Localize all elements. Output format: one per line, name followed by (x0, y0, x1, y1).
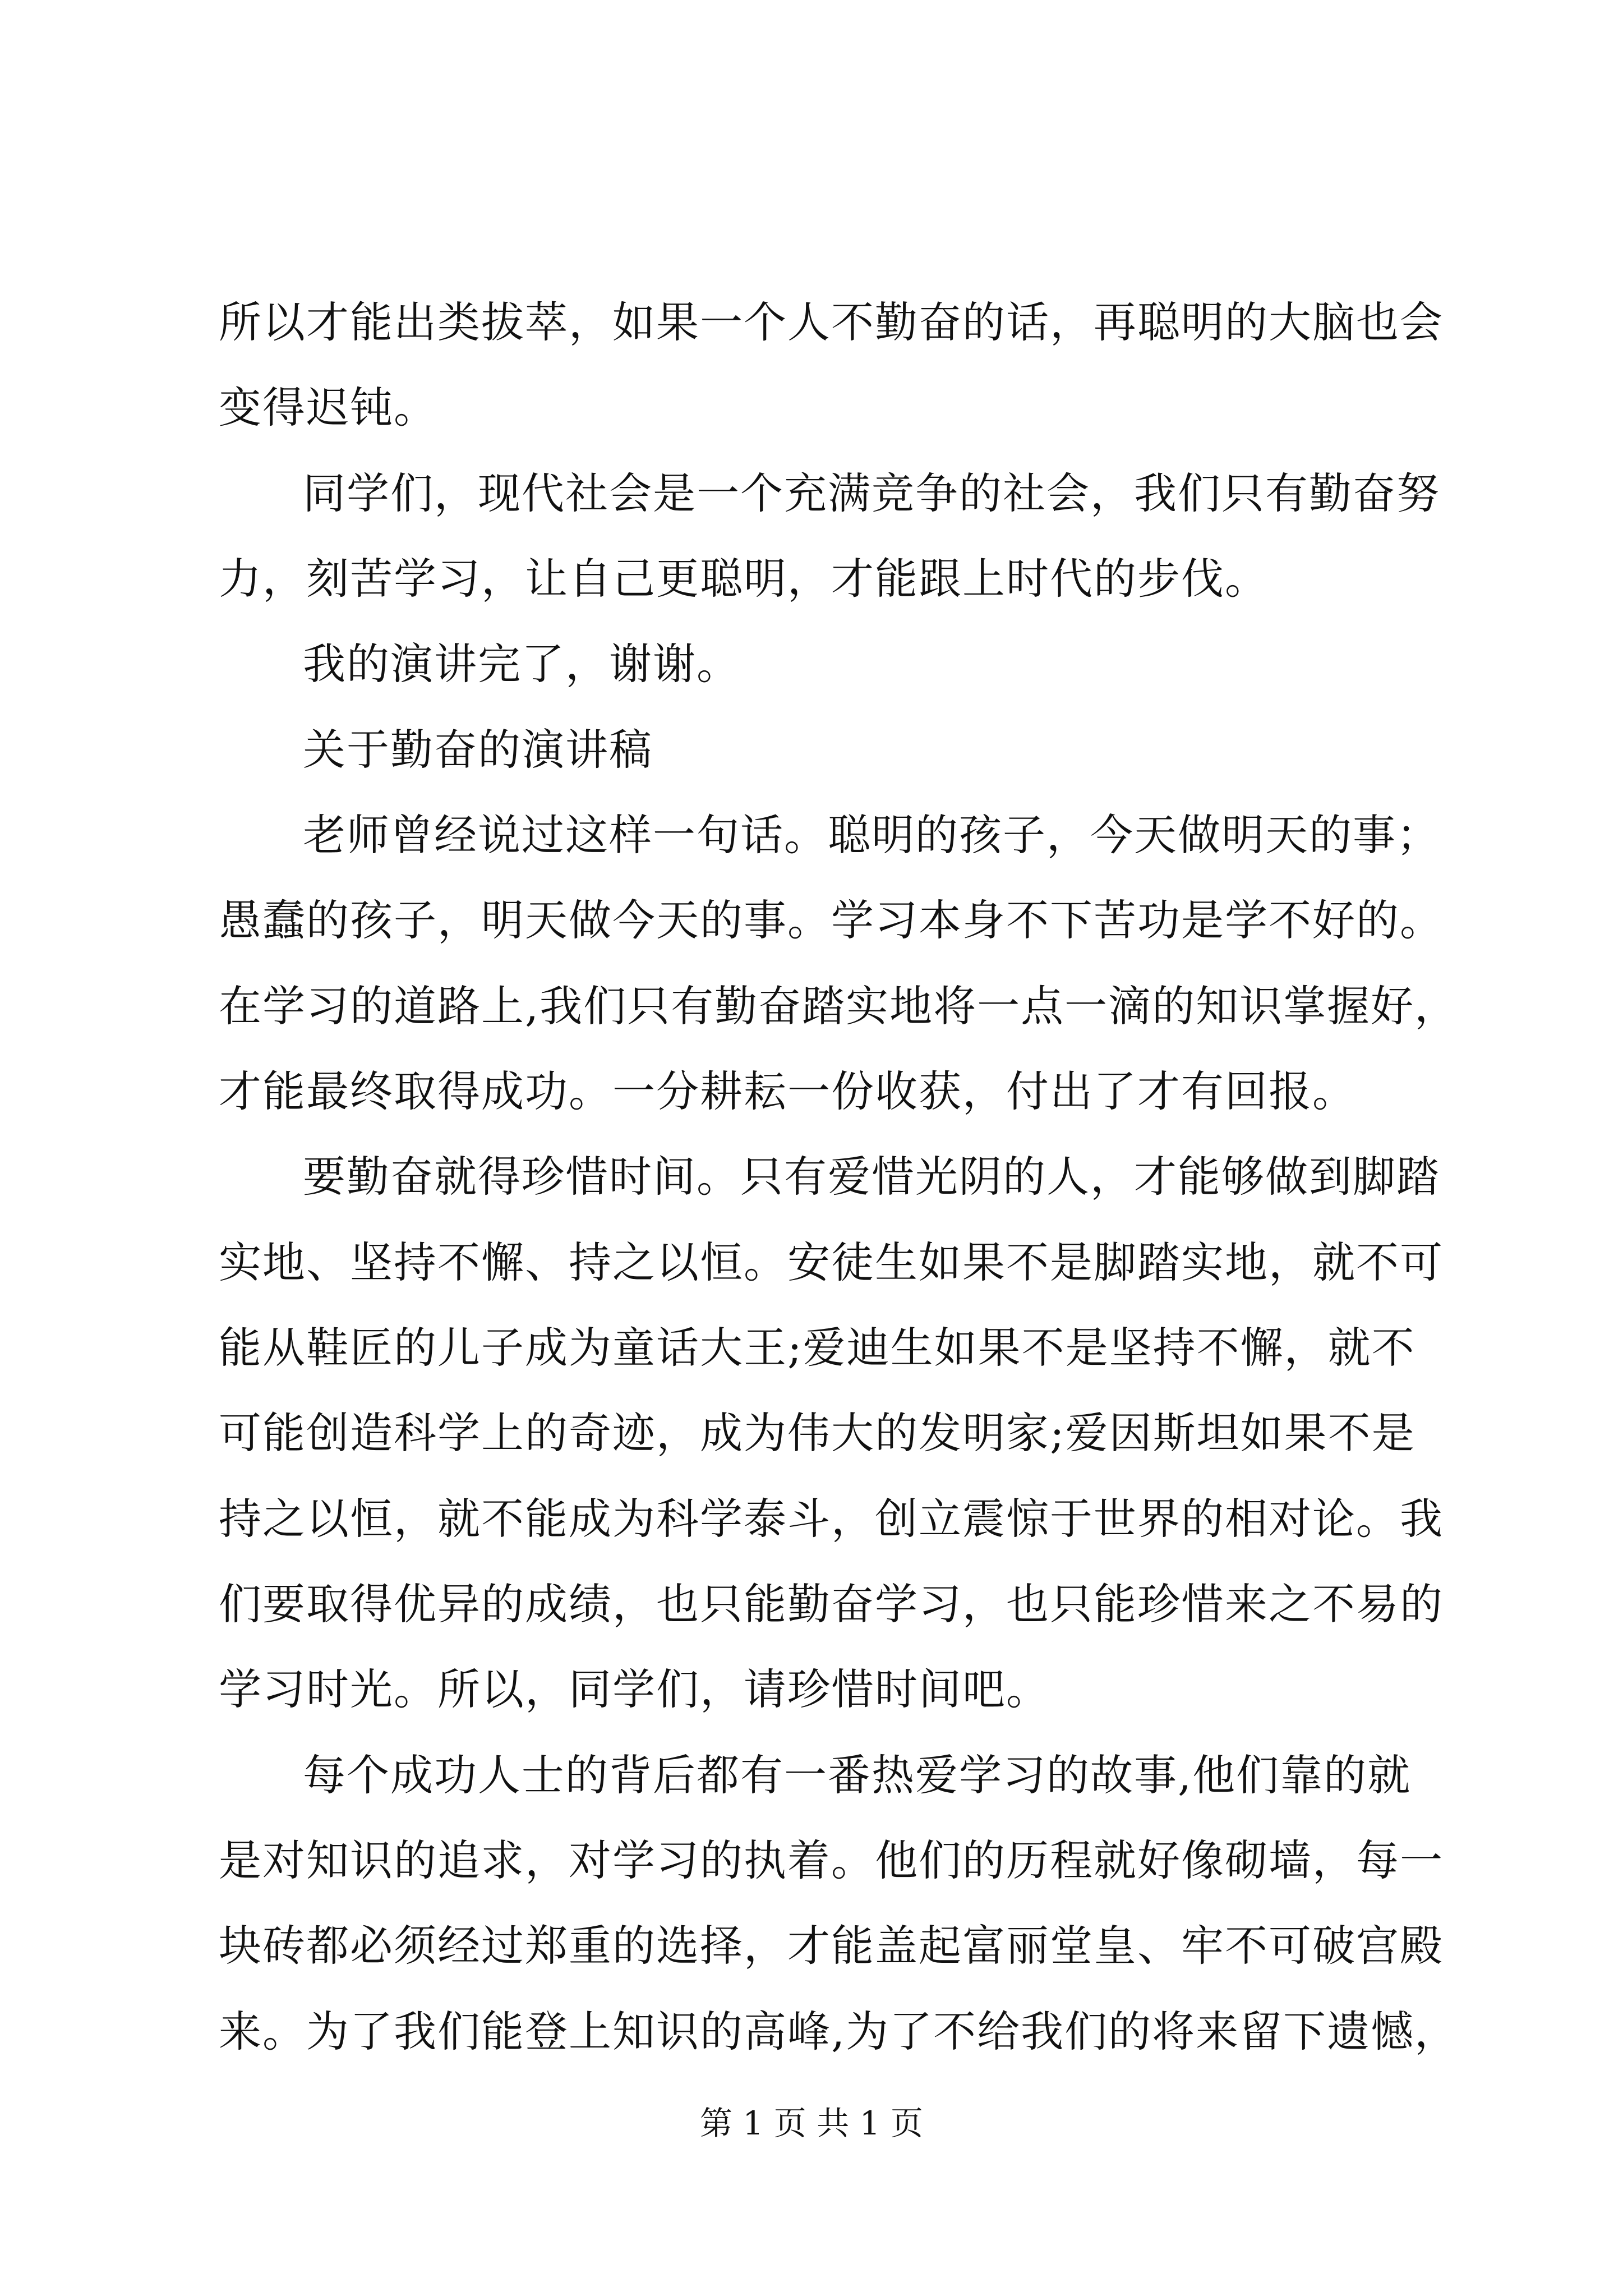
text-line: 来。为了我们能登上知识的高峰,为了不给我们的将来留下遗憾， (219, 2007, 1459, 2056)
text-line: 实地、坚持不懈、持之以恒。安徒生如果不是脚踏实地，就不可 (219, 1237, 1444, 1287)
text-line: 我的演讲完了，谢谢。 (303, 639, 740, 689)
text-line: 所以才能出类拔萃，如果一个人不勤奋的话，再聪明的大脑也会 (219, 297, 1444, 347)
text-line: 老师曾经说过这样一句话。聪明的孩子，今天做明天的事； (303, 810, 1440, 860)
page-number-footer: 第 1 页 共 1 页 (700, 2104, 923, 2142)
text-line: 每个成功人士的背后都有一番热爱学习的故事,他们靠的就 (303, 1750, 1412, 1800)
text-line: 才能最终取得成功。一分耕耘一份收获，付出了才有回报。 (219, 1066, 1356, 1116)
text-line: 块砖都必须经过郑重的选择，才能盖起富丽堂皇、牢不可破宫殿 (219, 1921, 1444, 1971)
text-line: 力，刻苦学习，让自己更聪明，才能跟上时代的步伐。 (219, 554, 1269, 604)
text-line: 要勤奋就得珍惜时间。只有爱惜光阴的人，才能够做到脚踏 (303, 1152, 1440, 1202)
text-line: 能从鞋匠的儿子成为童话大王;爱迪生如果不是坚持不懈，就不 (219, 1323, 1415, 1373)
text-line: 变得迟钝。 (219, 383, 437, 432)
text-line: 同学们，现代社会是一个充满竞争的社会，我们只有勤奋努 (303, 468, 1440, 518)
text-line: 学习时光。所以，同学们，请珍惜时间吧。 (219, 1664, 1050, 1714)
text-line: 持之以恒，就不能成为科学泰斗，创立震惊于世界的相对论。我 (219, 1494, 1444, 1544)
text-line: 可能创造科学上的奇迹，成为伟大的发明家;爱因斯坦如果不是 (219, 1408, 1415, 1458)
section-heading: 关于勤奋的演讲稿 (303, 725, 653, 775)
text-line: 们要取得优异的成绩，也只能勤奋学习，也只能珍惜来之不易的 (219, 1579, 1444, 1629)
text-line: 在学习的道路上,我们只有勤奋踏实地将一点一滴的知识掌握好， (219, 981, 1459, 1031)
text-line: 是对知识的追求，对学习的执着。他们的历程就好像砌墙，每一 (219, 1835, 1444, 1885)
text-line: 愚蠢的孩子，明天做今天的事。学习本身不下苦功是学不好的。 (219, 895, 1444, 945)
